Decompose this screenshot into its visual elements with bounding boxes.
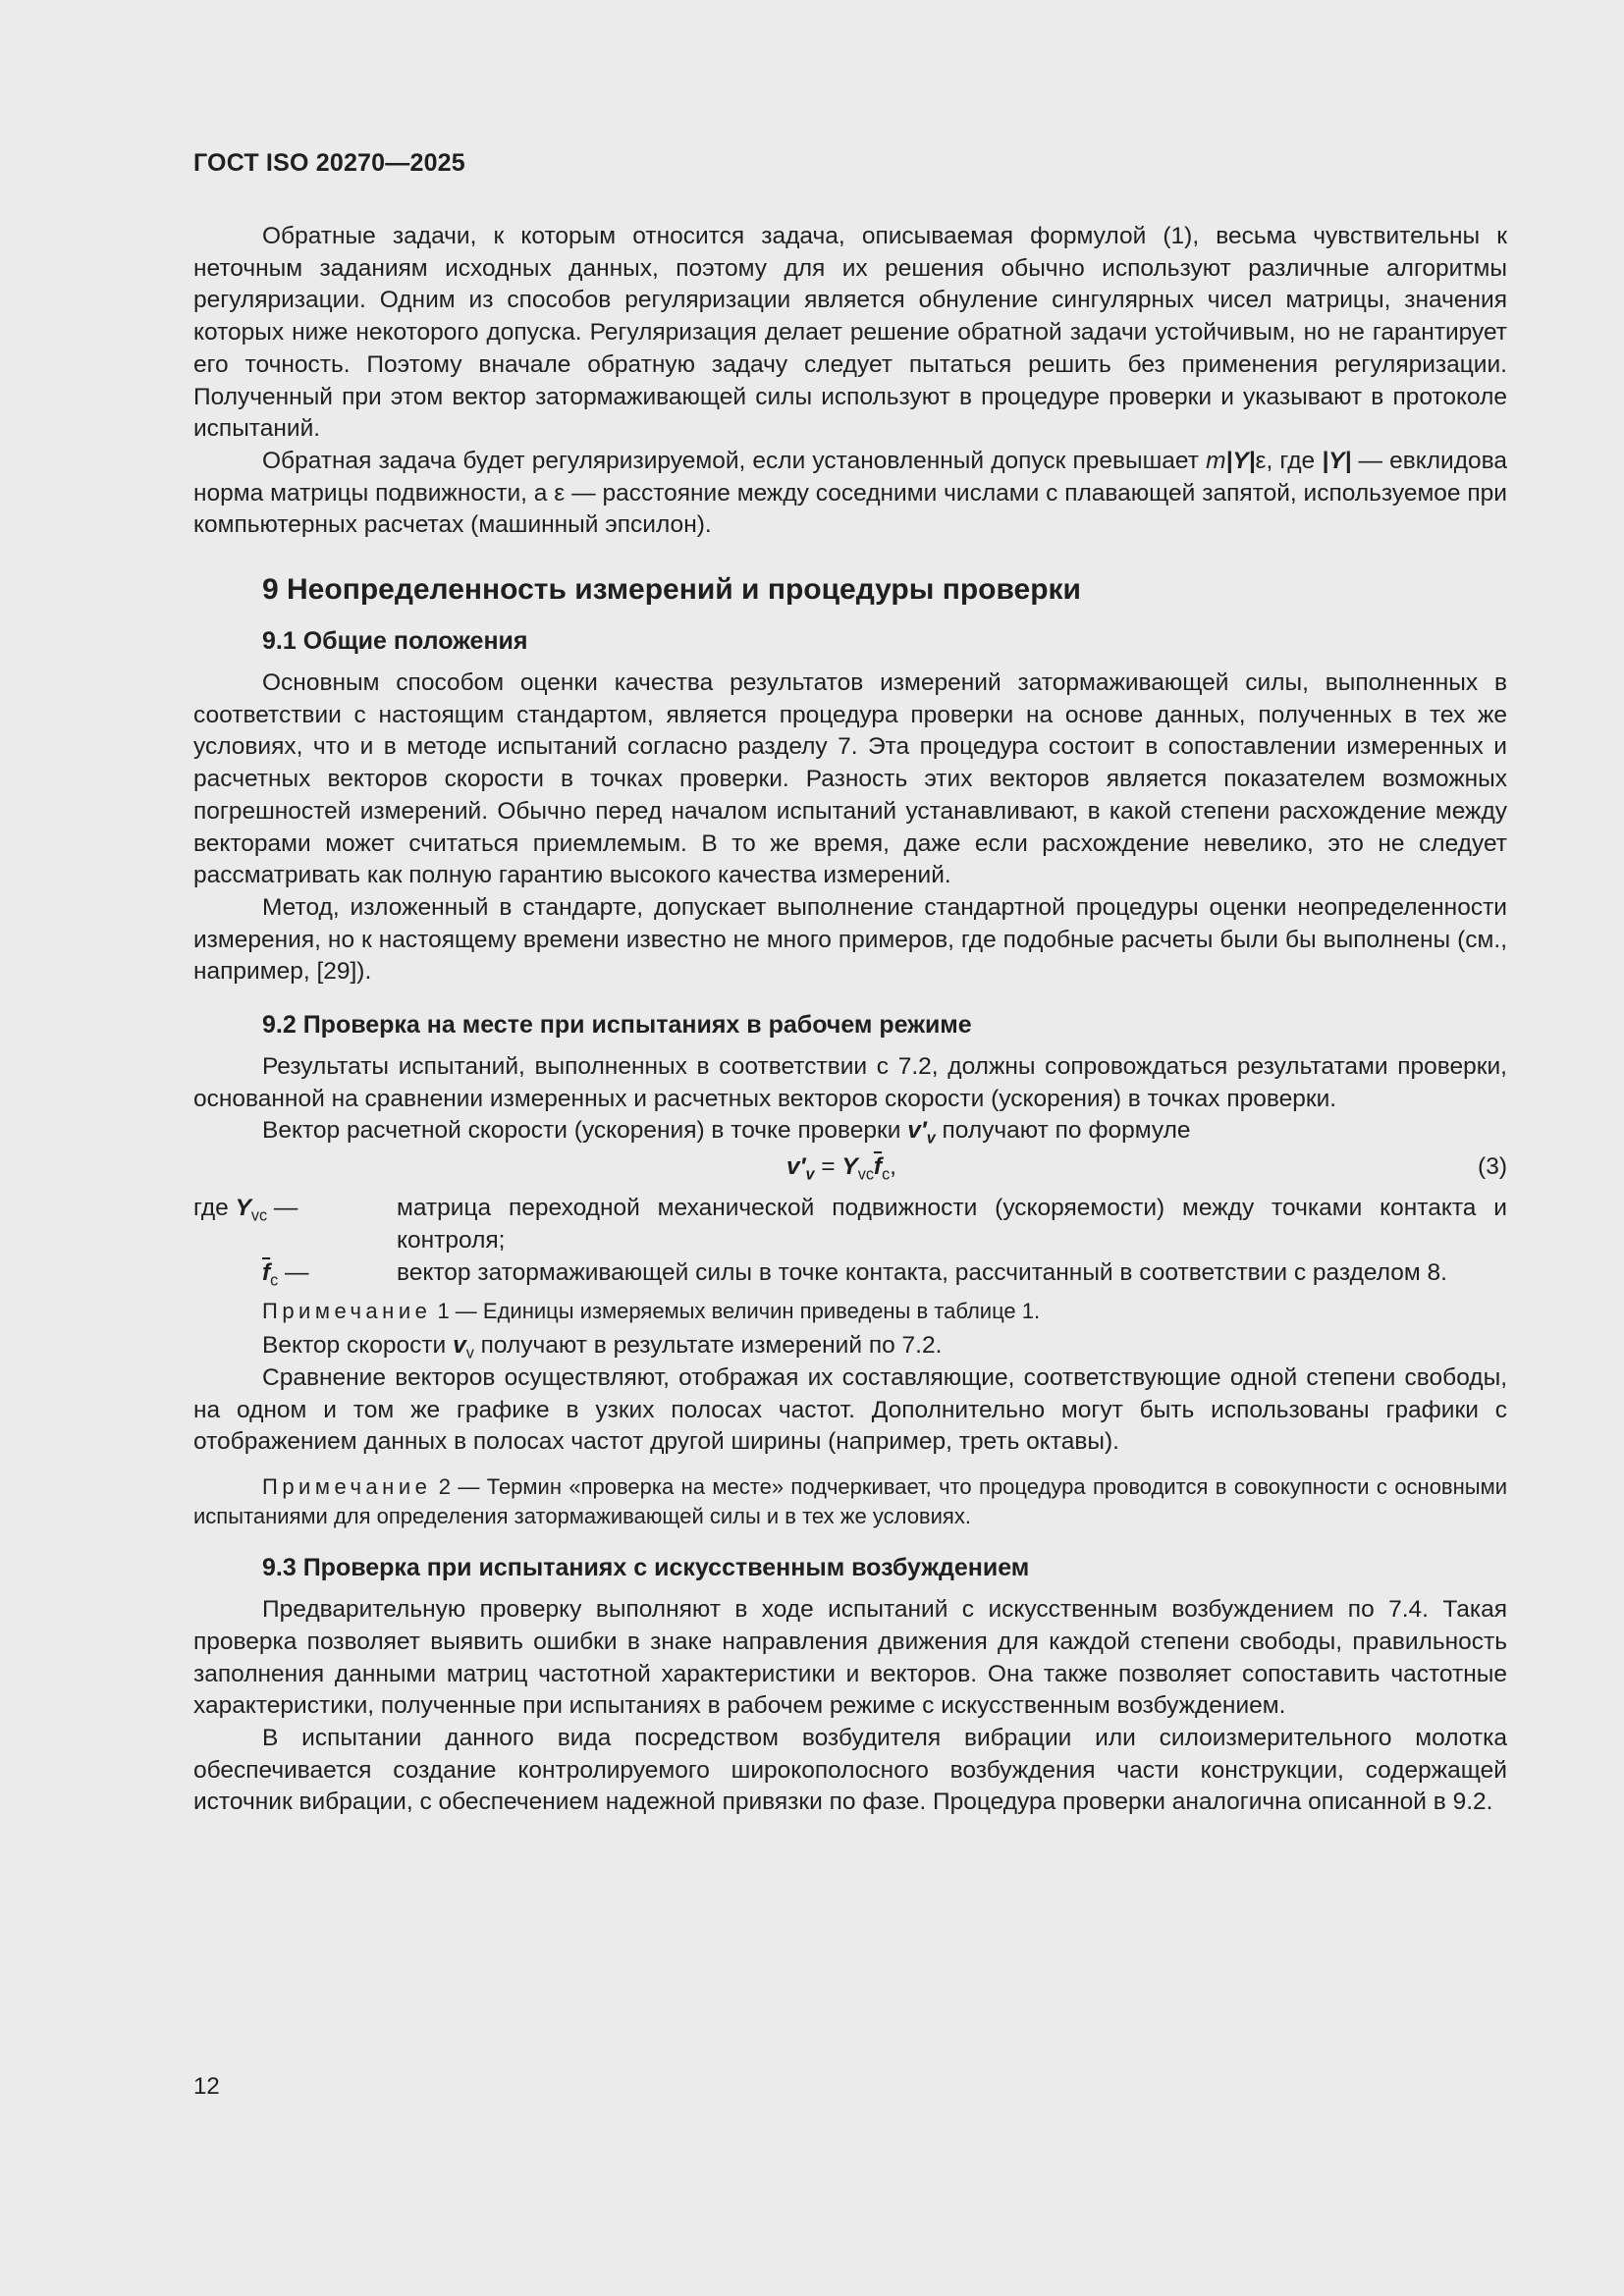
- paragraph: Вектор скорости $v_v$ получают в результате измерений по 7.2.: [262, 1332, 943, 1362]
- paragraph: Метод, изложенный в стандарте, допускает выполнение стандартной процедуры оценки неопределенности измерения, но к настоящему времени известно не много примеров, где подобные расчеты были бы выполнены (см., например, [29]).: [193, 893, 1507, 986]
- paragraph: Обратные задачи, к которым относится задача, описываемая формулой (1), весьма чувствительны к неточным заданиям исходных данных, поэтому для их решения обычно используют различные алгоритмы регуляризации. Одним из способов регуляризации является обнуление сингулярных чисел матрицы, значения которых ниже некоторого допуска. Регуляризация делает решение обратной задачи устойчивым, но не гарантирует его точность. Поэтому вначале обратную задачу следует пытаться решить без применения регуляризации. Полученный при этом вектор затормаживающей силы используют в процедуре проверки и указывают в протоколе испытаний.: [193, 223, 1507, 443]
- paragraph: Обратная задача будет регуляризируемой, если установленный допуск превышает m|Y|ε, где |Y| — евклидова норма матрицы подвижности, а ε — расстояние между соседними числами с плавающей запятой, используемое при компьютерных расчетах (машинный эпсилон).: [193, 447, 1507, 539]
- note-1: Примечание 1 — Единицы измеряемых величин приведены в таблице 1.: [262, 1299, 1041, 1324]
- page-number: 12: [193, 2073, 220, 2100]
- formula-3: [193, 1148, 1507, 1193]
- note-2: Примечание 2 — Термин «проверка на месте» подчеркивает, что процедура проводится в совокупности с основными испытаниями для определения затормаживающей силы и в тех же условиях.: [193, 1474, 1507, 1529]
- subsection-title: 9.2 Проверка на месте при испытаниях в рабочем режиме: [262, 1011, 972, 1040]
- legend-row: где $Y_{vc}$ — матрица переходной механической подвижности (ускоряемости) между точками контакта и контроля;: [193, 1195, 1507, 1254]
- section-title: 9 Неопределенность измерений и процедуры проверки: [262, 573, 1081, 607]
- paragraph: Сравнение векторов осуществляют, отображая их составляющие, соответствующие одной степени свободы, на одном и том же графике в узких полосах частот. Дополнительно могут быть использованы графики с отображением данных в полосах частот другой ширины (например, треть октавы).: [193, 1363, 1507, 1456]
- paragraph: Вектор расчетной скорости (ускорения) в точке проверки $v'_v$ получают по формуле: [262, 1117, 1191, 1148]
- paragraph: Результаты испытаний, выполненных в соответствии с 7.2, должны сопровождаться результатами проверки, основанной на сравнении измеренных и расчетных векторов скорости (ускорения) в точках проверки.: [193, 1053, 1507, 1112]
- paragraph: Предварительную проверку выполняют в ходе испытаний с искусственным возбуждением по 7.4. Такая проверка позволяет выявить ошибки в знаке направления движения для каждой степени свободы, правильность заполнения данными матриц частотной характеристики и векторов. Она также позволяет сопоставить частотные характеристики, полученные при испытаниях в рабочем режиме с искусственным возбуждением.: [193, 1596, 1507, 1720]
- legend-row: $\overline{f}_c$ — вектор затормаживающей силы в точке контакта, рассчитанный в соответствии с разделом 8.: [262, 1258, 1447, 1290]
- document-header: ГОСТ ISO 20270—2025: [193, 149, 465, 177]
- document-body: [193, 221, 1507, 1819]
- subsection-title: 9.3 Проверка при испытаниях с искусственным возбуждением: [262, 1554, 1030, 1582]
- subsection-title: 9.1 Общие положения: [262, 627, 528, 656]
- formula-number: (3): [1478, 1153, 1507, 1181]
- formula-legend: [193, 1193, 1507, 1289]
- formula-expression: $v'_v = Y_{vc}\overline{f}_c$,: [786, 1153, 896, 1184]
- paragraph: В испытании данного вида посредством возбудителя вибрации или силоизмерительного молотка обеспечивается создание контролируемого широкополосного возбуждения части конструкции, содержащей источник вибрации, с обеспечением надежной привязки по фазе. Процедура проверки аналогична описанной в 9.2.: [193, 1724, 1507, 1816]
- paragraph: Основным способом оценки качества результатов измерений затормаживающей силы, выполненных в соответствии с настоящим стандартом, является процедура проверки на основе данных, полученных в тех же условиях, что и в методе испытаний согласно разделу 7. Эта процедура состоит в сопоставлении измеренных и расчетных векторов скорости в точках проверки. Разность этих векторов является показателем возможных погрешностей измерений. Обычно перед началом испытаний устанавливают, в какой степени расхождение между векторами может считаться приемлемым. В то же время, даже если расхождение невелико, это не следует рассматривать как полную гарантию высокого качества измерений.: [193, 669, 1507, 889]
